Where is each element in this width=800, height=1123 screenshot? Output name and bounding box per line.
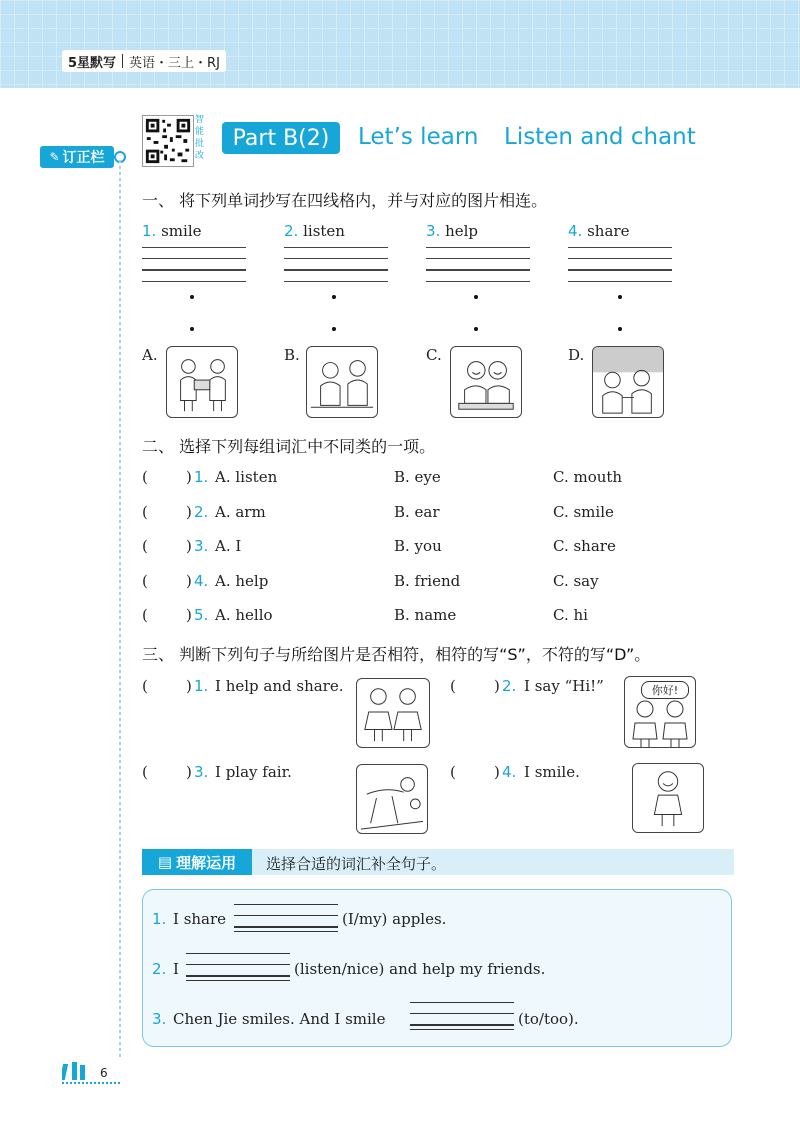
word-text: help	[445, 222, 479, 240]
option-c: C. smile	[553, 503, 614, 521]
sentence-text: I help and share.	[215, 677, 344, 695]
sentence-before: Chen Jie smiles. And I smile	[173, 1010, 386, 1028]
answer-paren-open[interactable]: (	[450, 763, 456, 781]
word-number: 1.	[142, 222, 157, 240]
answer-blank[interactable]	[186, 953, 290, 981]
option-c: C. share	[553, 537, 616, 555]
picture-sharing-book	[166, 346, 238, 418]
practice-tag	[142, 849, 252, 875]
answer-paren-open[interactable]: (	[142, 677, 148, 695]
sentence-before: I share	[173, 910, 227, 928]
word-number: 3.	[426, 222, 441, 240]
answer-paren-close: )	[494, 677, 500, 695]
correction-dotted-line	[119, 160, 121, 1060]
picture-helping-fallen-child	[356, 764, 428, 834]
series-tab	[62, 50, 226, 72]
answer-paren-close: )	[186, 677, 192, 695]
word-number: 4.	[568, 222, 583, 240]
question-number: 5.	[194, 606, 209, 624]
answer-paren-close: )	[186, 572, 192, 590]
match-dot-pic-c[interactable]	[474, 327, 478, 331]
option-a: A. I	[215, 537, 242, 555]
qr-code-icon[interactable]	[142, 115, 194, 167]
question-number: 2.	[502, 677, 517, 695]
qr-caption: 智能批改	[195, 115, 205, 161]
pic-label-a: A.	[142, 346, 158, 364]
answer-paren-close: )	[186, 468, 192, 486]
option-a: A. help	[215, 572, 269, 590]
answer-paren-open[interactable]: (	[450, 677, 456, 695]
answer-blank[interactable]	[234, 904, 338, 932]
option-b: B. you	[394, 537, 442, 555]
answer-paren-open[interactable]: (	[142, 537, 148, 555]
answer-paren-open[interactable]: (	[142, 763, 148, 781]
answer-paren-close: )	[186, 537, 192, 555]
practice-heading: 选择合适的词汇补全句子。	[266, 855, 447, 873]
part-title-listen-chant: Listen and chant	[504, 124, 696, 150]
question-number: 1.	[152, 910, 167, 928]
correction-tag	[40, 146, 114, 168]
option-b: B. eye	[394, 468, 441, 486]
picture-saying-hello	[624, 676, 696, 748]
picture-helping-classroom	[592, 346, 664, 418]
four-line-grid[interactable]	[284, 247, 388, 282]
word-text: listen	[303, 222, 345, 240]
section1-heading: 一、 将下列单词抄写在四线格内，并与对应的图片相连。	[142, 191, 548, 210]
answer-paren-close: )	[186, 763, 192, 781]
sentence-after: (listen/nice) and help my friends.	[294, 960, 546, 978]
pic-label-b: B.	[284, 346, 300, 364]
sentence-after: (I/my) apples.	[342, 910, 447, 928]
answer-paren-open[interactable]: (	[142, 606, 148, 624]
option-c: C. say	[553, 572, 599, 590]
option-b: B. name	[394, 606, 457, 624]
answer-paren-close: )	[186, 606, 192, 624]
question-number: 3.	[152, 1010, 167, 1028]
correction-label: 订正栏	[62, 150, 105, 166]
picture-smiling-friends	[450, 346, 522, 418]
sentence-text: I say “Hi!”	[524, 677, 604, 695]
match-dot-pic-a[interactable]	[190, 327, 194, 331]
picture-smiling-girl	[632, 763, 704, 833]
word-text: share	[587, 222, 630, 240]
series-brand: 5星默写	[68, 55, 117, 71]
option-b: B. friend	[394, 572, 461, 590]
option-a: A. arm	[215, 503, 266, 521]
question-number: 4.	[194, 572, 209, 590]
answer-blank[interactable]	[410, 1002, 514, 1030]
footer-dotted-line	[62, 1082, 120, 1084]
two-children-figure	[625, 697, 696, 748]
pic-label-d: D.	[568, 346, 585, 364]
page-number: 6	[100, 1066, 108, 1080]
book-icon: ▤	[157, 853, 173, 871]
option-a: A. hello	[215, 606, 273, 624]
speech-bubble: 你好!	[641, 681, 689, 699]
match-dot-word-4[interactable]	[618, 295, 622, 299]
header-band	[0, 0, 800, 88]
answer-paren-open[interactable]: (	[142, 503, 148, 521]
option-c: C. hi	[553, 606, 588, 624]
sentence-text: I smile.	[524, 763, 580, 781]
sentence-after: (to/too).	[518, 1010, 579, 1028]
pencil-icon: ✎	[49, 150, 60, 164]
picture-two-girls	[356, 678, 430, 748]
question-number: 4.	[502, 763, 517, 781]
books-logo-icon	[62, 1060, 92, 1080]
pic-label-c: C.	[426, 346, 442, 364]
sentence-before: I	[173, 960, 179, 978]
match-dot-word-2[interactable]	[332, 295, 336, 299]
question-number: 2.	[194, 503, 209, 521]
part-label: Part B(2)	[222, 122, 340, 154]
answer-paren-close: )	[186, 503, 192, 521]
word-number: 2.	[284, 222, 299, 240]
question-number: 3.	[194, 537, 209, 555]
four-line-grid[interactable]	[426, 247, 530, 282]
answer-paren-close: )	[494, 763, 500, 781]
series-separator	[122, 54, 123, 68]
picture-listening	[306, 346, 378, 418]
word-text: smile	[161, 222, 202, 240]
option-b: B. ear	[394, 503, 440, 521]
part-title-lets-learn: Let’s learn	[358, 124, 479, 150]
section2-heading: 二、 选择下列每组词汇中不同类的一项。	[142, 437, 436, 456]
match-dot-word-1[interactable]	[190, 295, 194, 299]
question-number: 1.	[194, 677, 209, 695]
match-dot-word-3[interactable]	[474, 295, 478, 299]
answer-paren-open[interactable]: (	[142, 468, 148, 486]
option-a: A. listen	[215, 468, 278, 486]
series-subject: 英语・三上・RJ	[129, 55, 220, 71]
section3-heading: 三、 判断下列句子与所给图片是否相符，相符的写“S”，不符的写“D”。	[142, 645, 651, 664]
question-number: 3.	[194, 763, 209, 781]
four-line-grid[interactable]	[142, 247, 246, 282]
match-dot-pic-d[interactable]	[618, 327, 622, 331]
match-dot-pic-b[interactable]	[332, 327, 336, 331]
option-c: C. mouth	[553, 468, 623, 486]
sentence-text: I play fair.	[215, 763, 292, 781]
question-number: 1.	[194, 468, 209, 486]
practice-tag-label: 理解运用	[176, 853, 237, 872]
four-line-grid[interactable]	[568, 247, 672, 282]
question-number: 2.	[152, 960, 167, 978]
answer-paren-open[interactable]: (	[142, 572, 148, 590]
